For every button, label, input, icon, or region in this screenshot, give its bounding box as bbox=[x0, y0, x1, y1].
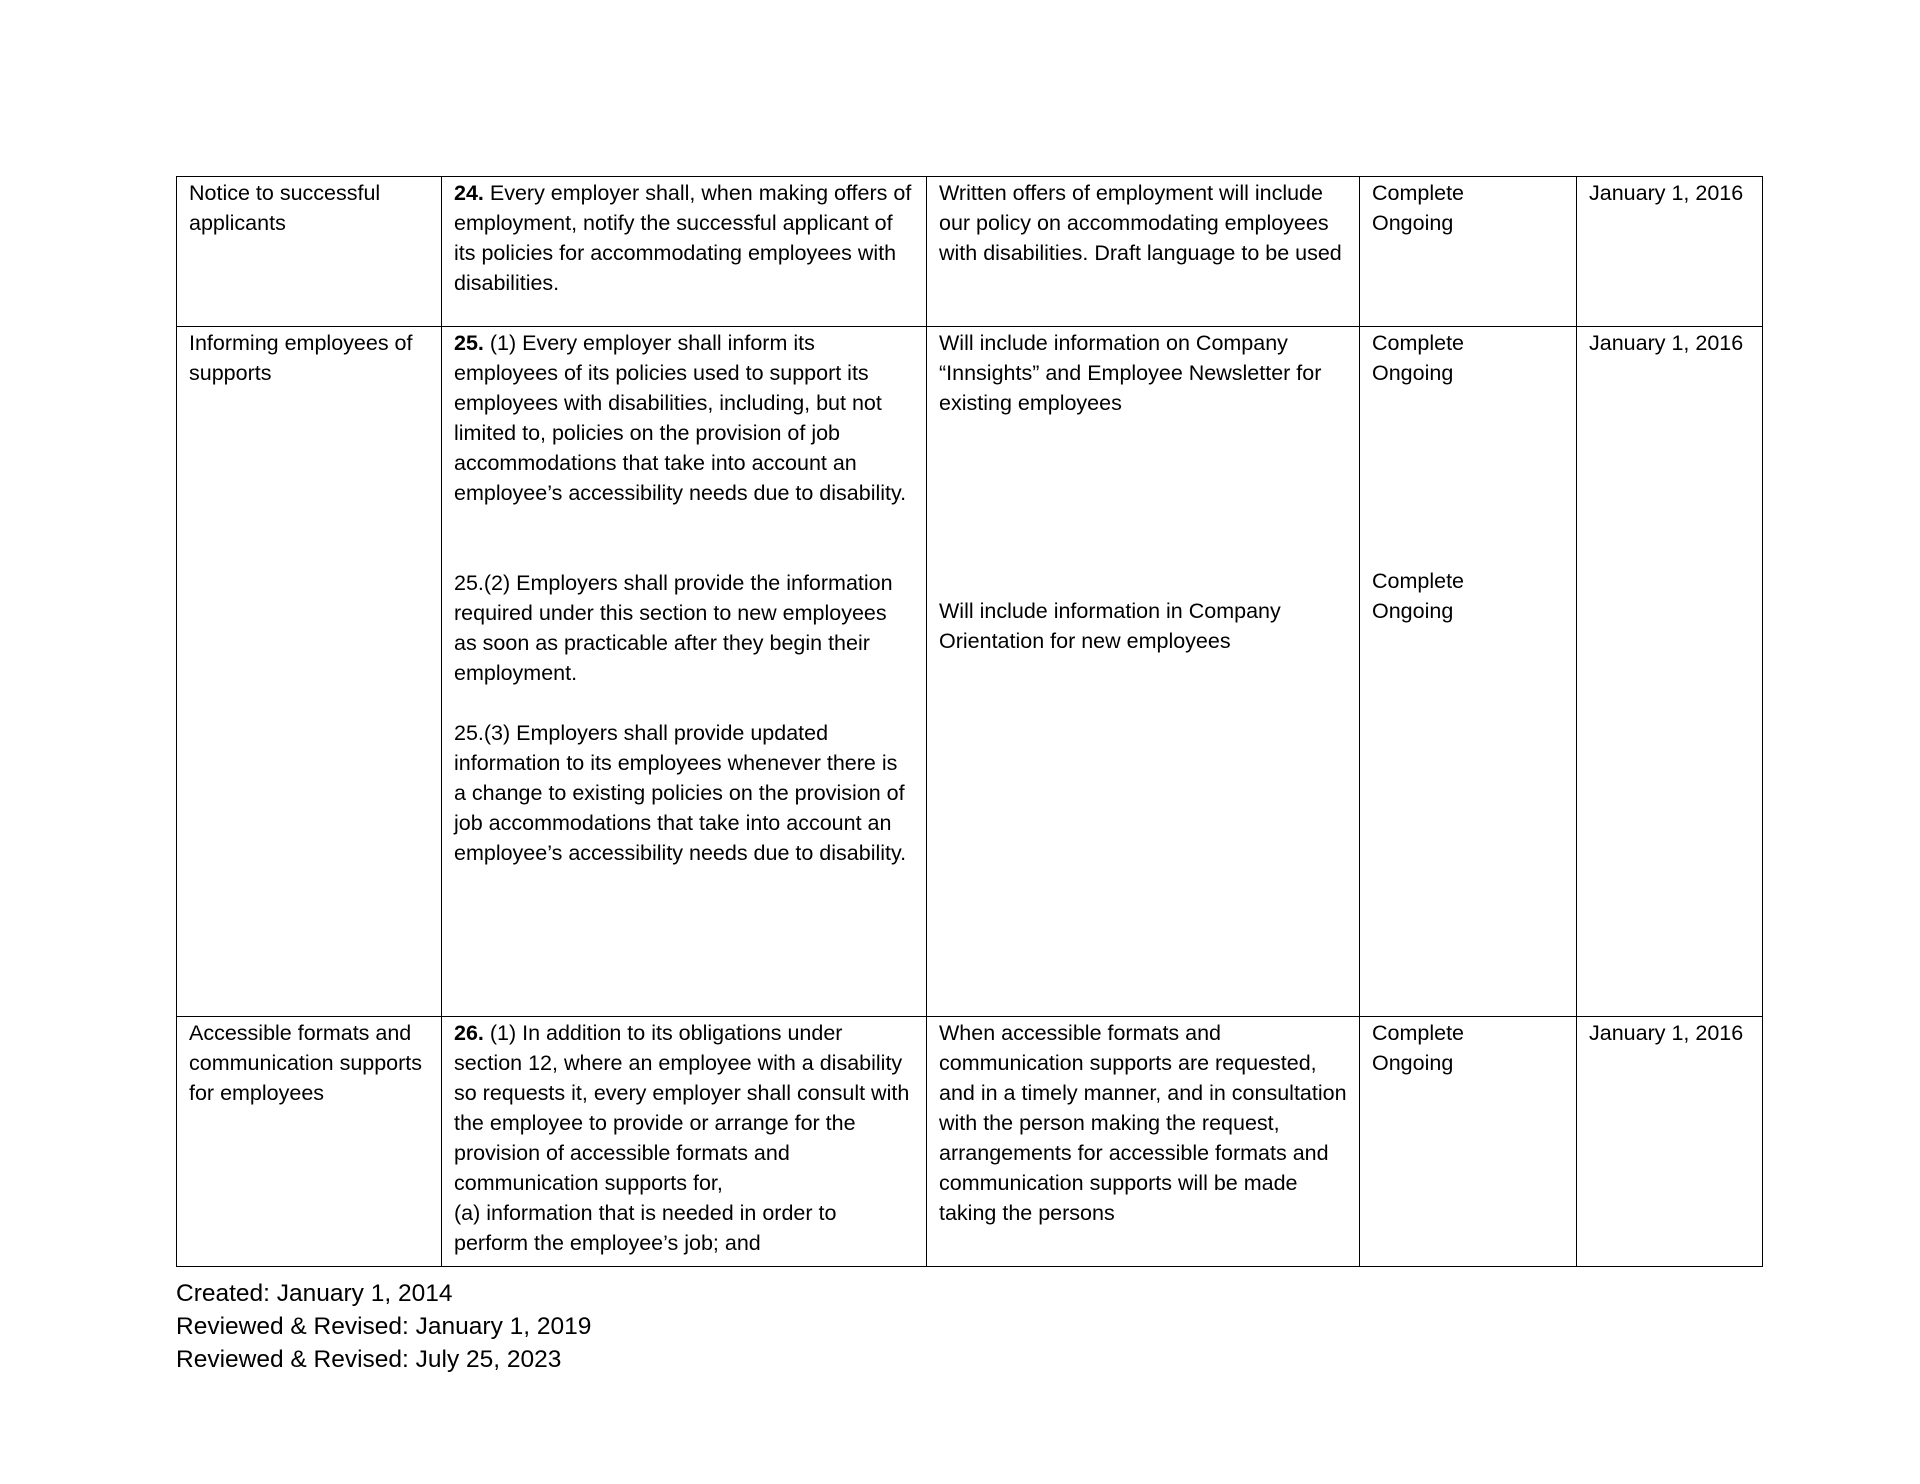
status-ongoing-2: Ongoing bbox=[1372, 599, 1454, 623]
topic-text: Informing employees of supports bbox=[189, 331, 413, 385]
status-complete-2: Complete bbox=[1372, 569, 1465, 593]
action-text: Will include information on Company “Innsights” and Employee Newsletter for existing employees bbox=[939, 331, 1322, 415]
requirement-text bbox=[454, 328, 914, 508]
date-text: January 1, 2016 bbox=[1589, 181, 1744, 205]
requirement-text bbox=[454, 178, 914, 298]
document-footer bbox=[176, 1277, 591, 1376]
status-ongoing: Ongoing bbox=[1372, 211, 1454, 235]
topic-cell bbox=[177, 1017, 442, 1267]
table-row bbox=[177, 327, 1763, 1017]
topic-text: Accessible formats and communication supports for employees bbox=[189, 1021, 423, 1105]
status-complete: Complete bbox=[1372, 181, 1465, 205]
table-row bbox=[177, 1017, 1763, 1267]
date-text: January 1, 2016 bbox=[1589, 331, 1744, 355]
topic-cell bbox=[177, 327, 442, 1017]
topic-cell bbox=[177, 177, 442, 327]
revised-date-2: Reviewed & Revised: July 25, 2023 bbox=[176, 1346, 562, 1373]
date-cell bbox=[1577, 177, 1763, 327]
requirement-subsection-a: (a) information that is needed in order to perform the employee’s job; and bbox=[454, 1201, 837, 1255]
status-ongoing: Ongoing bbox=[1372, 361, 1454, 385]
status-cell bbox=[1360, 327, 1577, 1017]
policy-table bbox=[176, 176, 1763, 1267]
topic-text: Notice to successful applicants bbox=[189, 181, 381, 235]
table-row bbox=[177, 177, 1763, 327]
created-date: Created: January 1, 2014 bbox=[176, 1280, 453, 1307]
requirement-cell bbox=[442, 177, 927, 327]
action-cell bbox=[927, 1017, 1360, 1267]
action-text: Written offers of employment will include our policy on accommodating employees with disabilities. Draft language to be used bbox=[939, 181, 1342, 265]
revised-date-1: Reviewed & Revised: January 1, 2019 bbox=[176, 1313, 592, 1340]
status-complete: Complete bbox=[1372, 1021, 1465, 1045]
status-cell bbox=[1360, 177, 1577, 327]
requirement-number: 24. bbox=[454, 181, 484, 205]
requirement-subsection-2: 25.(2) Employers shall provide the information required under this section to new employees as soon as practicable after they begin their employment. bbox=[454, 571, 893, 685]
requirement-number: 26. bbox=[454, 1021, 484, 1045]
requirement-number: 25. bbox=[454, 331, 484, 355]
status-complete: Complete bbox=[1372, 331, 1465, 355]
status-cell bbox=[1360, 1017, 1577, 1267]
status-ongoing: Ongoing bbox=[1372, 1051, 1454, 1075]
requirement-cell bbox=[442, 327, 927, 1017]
requirement-body: (1) In addition to its obligations under section 12, where an employee with a disability so requests it, every employer shall consult with the employee to provide or arrange for the provision of accessible formats and communication supports for, bbox=[454, 1021, 910, 1195]
action-text: When accessible formats and communication supports are requested, and in a timely manner, and in consultation with the person making the request, arrangements for accessible formats and communication supports will be made taking the persons bbox=[939, 1021, 1347, 1225]
action-text-2: Will include information in Company Orientation for new employees bbox=[939, 599, 1281, 653]
requirement-subsection-3: 25.(3) Employers shall provide updated information to its employees whenever there is a change to existing policies on the provision of job accommodations that take into account an employee’s accessibility needs due to disability. bbox=[454, 721, 907, 865]
requirement-body: (1) Every employer shall inform its employees of its policies used to support its employees with disabilities, including, but not limited to, policies on the provision of job accommodations that take into account an employee’s accessibility needs due to disability. bbox=[454, 331, 907, 505]
requirement-cell bbox=[442, 1017, 927, 1267]
action-cell bbox=[927, 327, 1360, 1017]
date-cell bbox=[1577, 1017, 1763, 1267]
date-cell bbox=[1577, 327, 1763, 1017]
requirement-text bbox=[454, 1018, 914, 1198]
requirement-body: Every employer shall, when making offers of employment, notify the successful applicant of its policies for accommodating employees with disabilities. bbox=[454, 181, 912, 295]
action-cell bbox=[927, 177, 1360, 327]
date-text: January 1, 2016 bbox=[1589, 1021, 1744, 1045]
